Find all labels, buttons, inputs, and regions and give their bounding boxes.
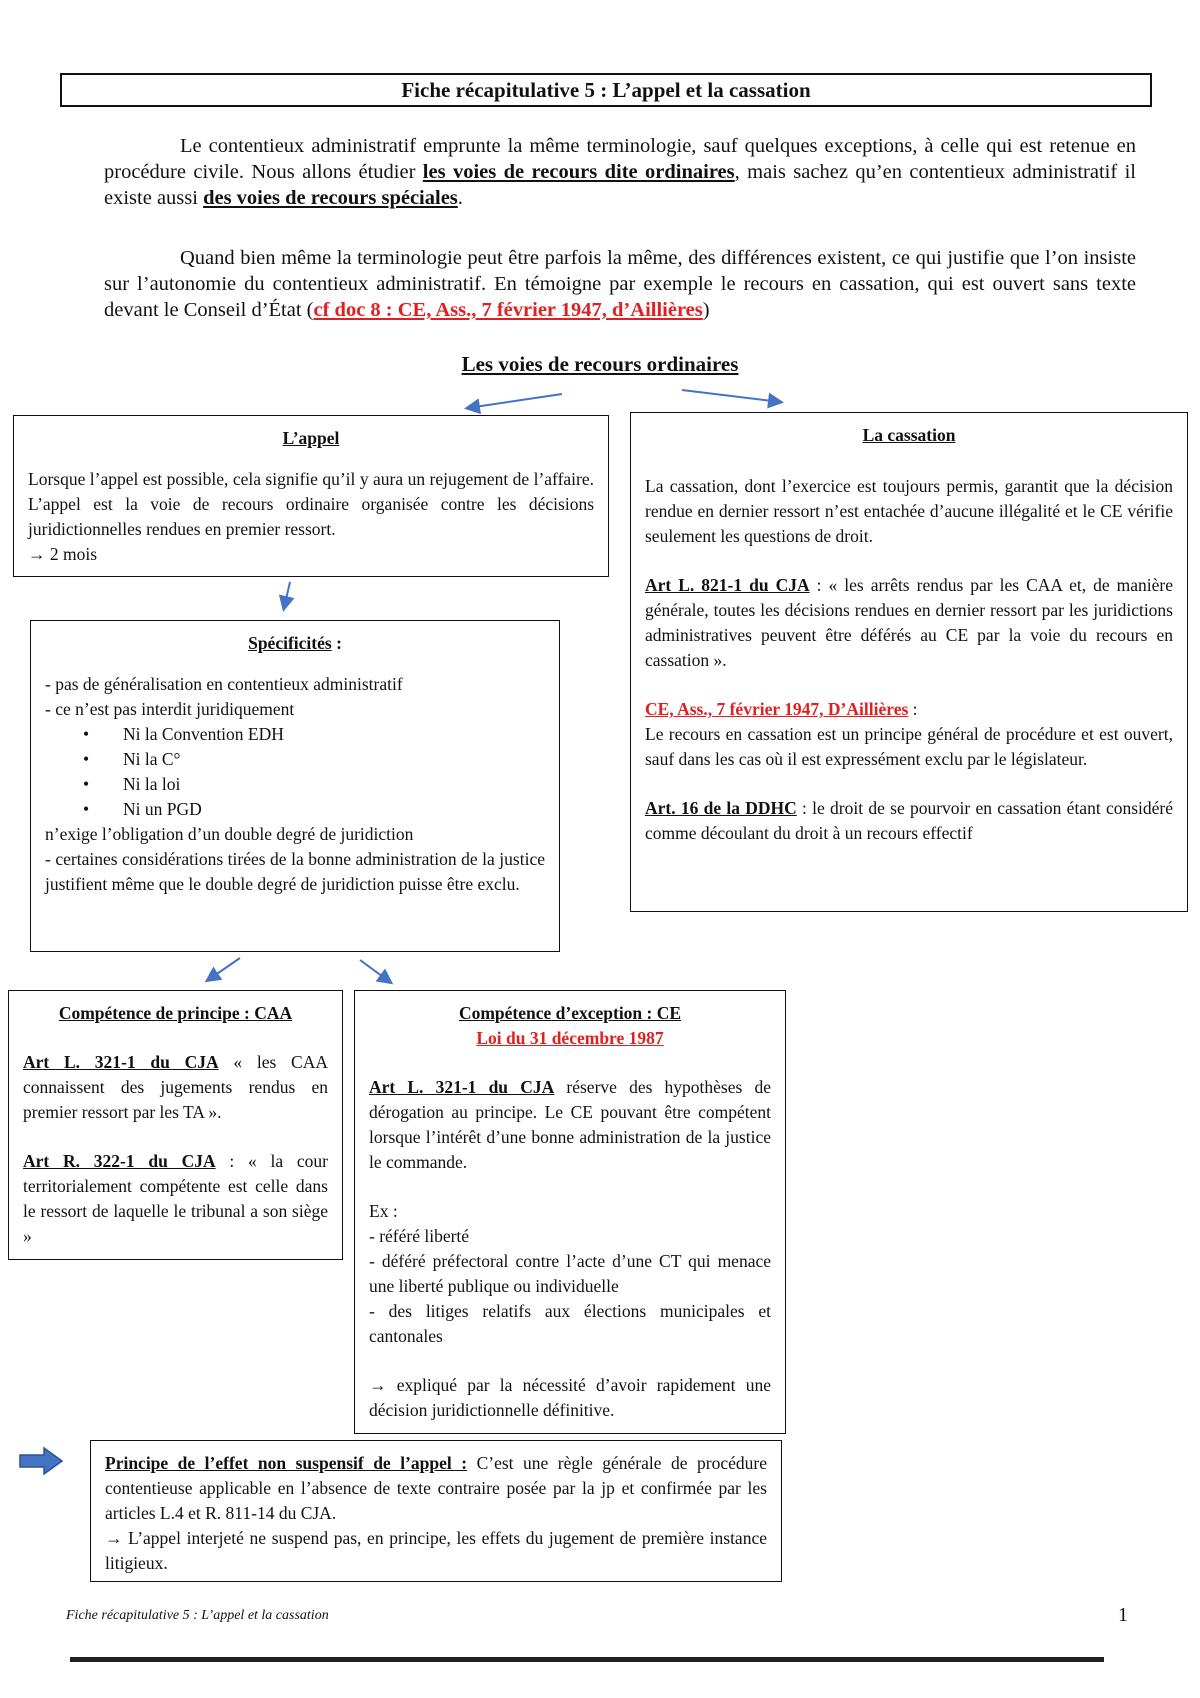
link-voies-ordinaires: les voies de recours dite ordinaires — [422, 161, 735, 183]
case-reference: CE, Ass., 7 février 1947, D’Aillières — [645, 699, 909, 719]
ce-exception-conclusion: → expliqué par la nécessité d’avoir rapidement une décision juridictionnelle définitive. — [369, 1375, 771, 1420]
ce-exception-article — [369, 1075, 771, 1175]
specificites-heading-suffix: : — [331, 633, 342, 653]
caa-box — [8, 990, 343, 1260]
arrow-to-appel — [468, 394, 562, 408]
article-reference: Art L. 821-1 du CJA — [645, 575, 810, 595]
page-number: 1 — [1118, 1604, 1128, 1626]
section-heading: Les voies de recours ordinaires — [461, 352, 739, 376]
appel-delay: → 2 mois — [28, 544, 98, 564]
caa-heading: Compétence de principe : CAA — [58, 1003, 293, 1023]
principe-box — [90, 1440, 782, 1582]
list-item: • Ni la Convention EDH — [123, 722, 545, 747]
arrow-to-ce-exception — [360, 960, 390, 982]
ce-exception-law: Loi du 31 décembre 1987 — [476, 1028, 664, 1048]
arrow-to-specificites — [284, 582, 290, 608]
cassation-heading: La cassation — [862, 425, 956, 445]
footer-rule — [70, 1657, 1104, 1662]
cassation-case-text: Le recours en cassation est un principe général de procédure et est ouvert, sauf dans les cas où il est expressément exclu par le législateur. — [645, 724, 1173, 769]
list-item: • Ni la C° — [123, 747, 545, 772]
specificites-line: - pas de généralisation en contentieux administratif — [45, 674, 403, 694]
intro-text: , mais sachez qu’en contentieux administratif il existe aussi — [104, 161, 1136, 209]
intro-text: Le contentieux administratif emprunte la même terminologie, sauf quelques exceptions, à celle qui est retenue en procédure civile. Nous allons étudier — [104, 135, 1136, 183]
list-item: - référé liberté — [369, 1226, 470, 1246]
specificites-line: n’exige l’obligation d’un double degré de juridiction — [45, 824, 414, 844]
specificites-bullet-list — [45, 722, 545, 822]
principe-body: C’est une règle générale de procédure contentieuse applicable en l’absence de texte contraire posée par la jp et confirmée par les articles L.4 et R. 811-14 du CJA. — [105, 1453, 767, 1523]
article-reference: Art R. 322-1 du CJA — [23, 1151, 216, 1171]
appel-text: Lorsque l’appel est possible, cela signifie qu’il y aura un rejugement de l’affaire. L’appel est la voie de recours ordinaire organisée contre les décisions juridictionnelles rendues en premier ressort. — [28, 469, 594, 539]
specificites-heading: Spécificités — [248, 633, 332, 653]
caa-article — [23, 1050, 328, 1125]
article-text: : « la cour territorialement compétente est celle dans le ressort de laquelle le tribunal a son siège » — [23, 1151, 328, 1246]
link-voies-speciales: des voies de recours spéciales — [203, 187, 458, 209]
intro-text: Quand bien même la terminologie peut être parfois la même, des différences existent, ce qui justifie que l’on insiste sur l’autonomie du contentieux administratif. En témoigne par exemple le recours en cassation, qui est ouvert sans texte devant le Conseil d’État ( — [104, 247, 1136, 321]
ce-exception-heading: Compétence d’exception : CE — [458, 1003, 682, 1023]
specificites-line: - ce n’est pas interdit juridiquement — [45, 699, 295, 719]
principe-text — [105, 1451, 767, 1526]
caa-article — [23, 1149, 328, 1249]
cassation-box — [630, 412, 1188, 912]
footer-title: Fiche récapitulative 5 : L’appel et la cassation — [66, 1608, 329, 1623]
cassation-text: La cassation, dont l’exercice est toujours permis, garantit que la décision rendue en dernier ressort n’est entachée d’aucune illégalité et le CE vérifie seulement les questions de droit. — [645, 476, 1173, 546]
case-suffix: : — [908, 699, 918, 719]
article-reference: Art L. 321-1 du CJA — [369, 1077, 555, 1097]
principe-conclusion: → L’appel interjeté ne suspend pas, en principe, les effets du jugement de première instance litigieux. — [105, 1528, 767, 1573]
specificites-box — [30, 620, 560, 952]
ce-exception-ex-label: Ex : — [369, 1201, 398, 1221]
right-arrow-icon — [18, 1446, 64, 1476]
appel-box — [13, 415, 609, 577]
doc-reference: cf doc 8 : CE, Ass., 7 février 1947, d’Aillières — [313, 299, 703, 321]
article-text: réserve des hypothèses de dérogation au principe. Le CE pouvant être compétent lorsque l’intérêt d’une bonne administration de la justice le commande. — [369, 1077, 771, 1172]
article-text: : le droit de se pourvoir en cassation étant considéré comme découlant du droit à un recours effectif — [645, 798, 1173, 843]
list-item: - déféré préfectoral contre l’acte d’une CT qui menace une liberté publique ou individuelle — [369, 1251, 771, 1296]
page-title: Fiche récapitulative 5 : L’appel et la cassation — [60, 73, 1152, 107]
principe-heading: Principe de l’effet non suspensif de l’appel : — [105, 1453, 468, 1473]
specificites-line: - certaines considérations tirées de la bonne administration de la justice justifient même que le double degré de juridiction puisse être exclu. — [45, 849, 545, 894]
intro-text: . — [457, 187, 463, 209]
article-reference: Art L. 321-1 du CJA — [23, 1052, 219, 1072]
appel-heading: L’appel — [282, 428, 340, 448]
list-item: • Ni la loi — [123, 772, 545, 797]
article-reference: Art. 16 de la DDHC — [645, 798, 797, 818]
arrow-to-cassation — [682, 390, 780, 402]
cassation-case-heading — [645, 697, 1173, 722]
specificites-heading-row — [45, 631, 545, 656]
arrow-to-caa — [208, 958, 240, 980]
article-text: : « les arrêts rendus par les CAA et, de manière générale, toutes les décisions rendues en dernier ressort par les juridictions administratives peuvent être déférés au CE par la voie du recours en cassation ». — [645, 575, 1173, 670]
intro-text: ) — [702, 299, 710, 321]
cassation-article — [645, 573, 1173, 673]
ce-exception-box — [354, 990, 786, 1434]
list-item: • Ni un PGD — [123, 797, 545, 822]
list-item: - des litiges relatifs aux élections municipales et cantonales — [369, 1301, 771, 1346]
article-text: « les CAA connaissent des jugements rendus en premier ressort par les TA ». — [23, 1052, 328, 1122]
cassation-ddhc — [645, 796, 1173, 846]
